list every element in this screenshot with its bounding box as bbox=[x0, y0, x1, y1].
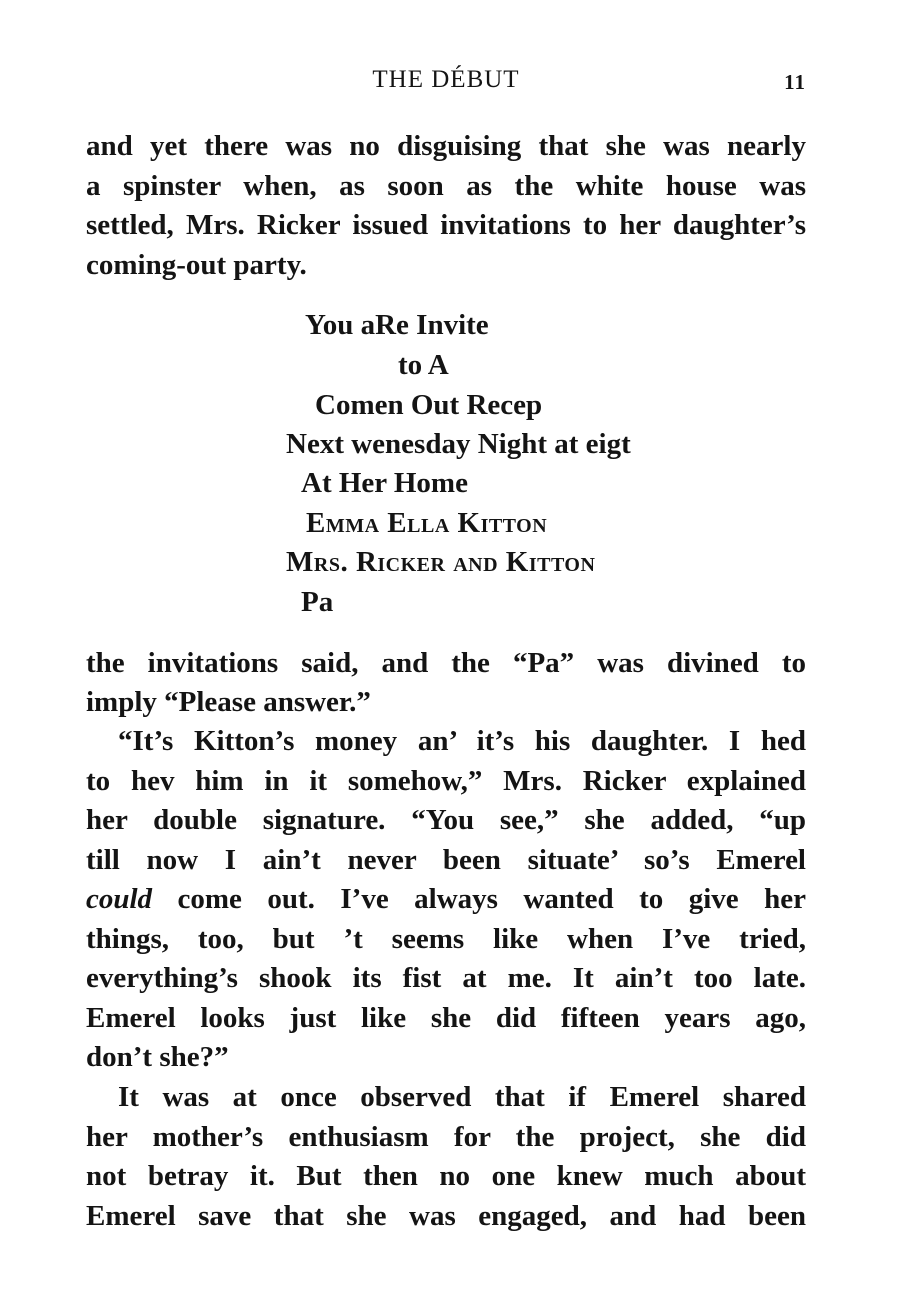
text-line: her mother’s enthusiasm for the project, she did bbox=[86, 1121, 806, 1153]
invitation-signature: Mrs. Ricker and Kitton bbox=[286, 546, 596, 578]
invitation-line: to A bbox=[398, 349, 449, 381]
text-line: coming-out party. bbox=[86, 249, 307, 281]
text-line: Emerel save that she was engaged, and had been bbox=[86, 1200, 806, 1232]
text-line: everything’s shook its fist at me. It ain’t too late. bbox=[86, 962, 806, 994]
text-line: “It’s Kitton’s money an’ it’s his daughter. I hed bbox=[118, 725, 806, 757]
text-line bbox=[86, 879, 806, 919]
text-line: a spinster when, as soon as the white house was bbox=[86, 170, 806, 202]
invitation-line: Comen Out Recep bbox=[315, 389, 543, 421]
text-line: and yet there was no disguising that she was nearly bbox=[86, 130, 806, 162]
text-line: It was at once observed that if Emerel shared bbox=[118, 1081, 806, 1113]
page-header bbox=[86, 66, 806, 102]
text-span: come out. I’ve always wanted to give her bbox=[152, 883, 806, 915]
text-line: her double signature. “You see,” she added, “up bbox=[86, 804, 806, 836]
text-line: don’t she?” bbox=[86, 1041, 229, 1073]
emphasis-word: could bbox=[86, 883, 153, 915]
text-line: Emerel looks just like she did fifteen years ago, bbox=[86, 1002, 806, 1034]
page-number: 11 bbox=[784, 70, 806, 94]
running-head: THE DÉBUT bbox=[372, 66, 520, 93]
text-line: settled, Mrs. Ricker issued invitations to her daughter’s bbox=[86, 209, 806, 241]
text-line: to hev him in it somehow,” Mrs. Ricker explained bbox=[86, 765, 806, 797]
invitation-signature: Emma Ella Kitton bbox=[306, 507, 548, 539]
text-line: till now I ain’t never been situate’ so’s Emerel bbox=[86, 844, 806, 876]
invitation-line: Next wenesday Night at eigt bbox=[286, 428, 631, 460]
text-line: not betray it. But then no one knew much about bbox=[86, 1160, 806, 1192]
text-line: imply “Please answer.” bbox=[86, 686, 371, 718]
text-line: things, too, but ’t seems like when I’ve tried, bbox=[86, 923, 806, 955]
invitation-line: You aRe Invite bbox=[305, 309, 489, 341]
text-line: the invitations said, and the “Pa” was divined to bbox=[86, 647, 806, 679]
invitation-line: At Her Home bbox=[301, 467, 468, 499]
invitation-line: Pa bbox=[301, 586, 334, 618]
